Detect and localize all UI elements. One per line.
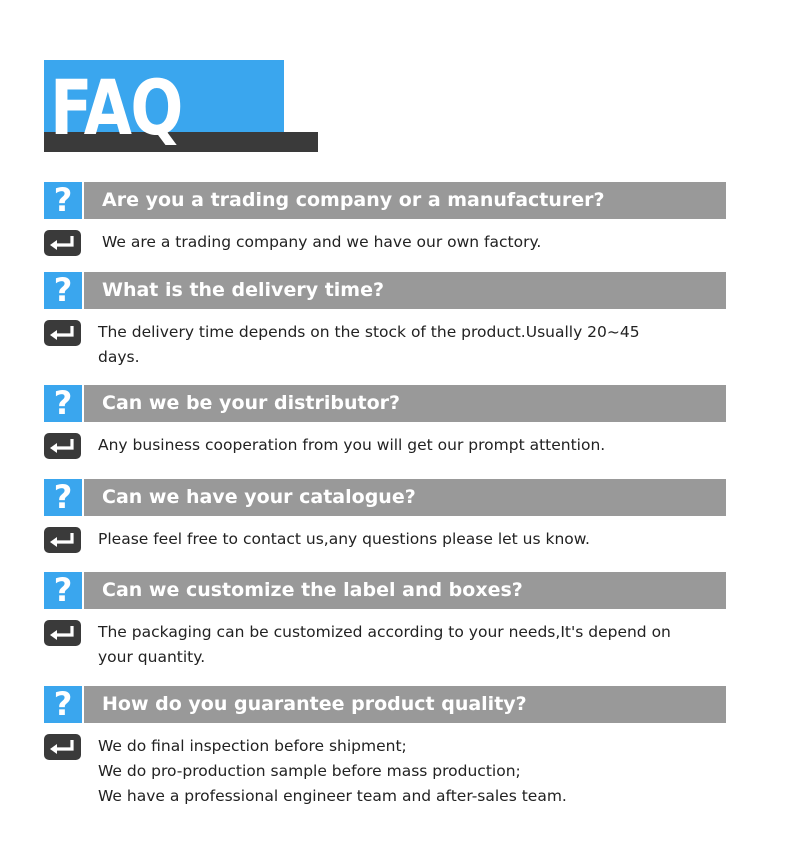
- question-mark-icon: ?: [44, 272, 82, 309]
- enter-return-icon: [44, 734, 81, 760]
- question-row: [44, 686, 726, 723]
- question-mark-icon: ?: [44, 182, 82, 219]
- faq-item: [44, 182, 726, 256]
- faq-item: [44, 686, 726, 809]
- answer-row: [44, 433, 726, 459]
- enter-return-icon: [44, 320, 81, 346]
- answer-row: [44, 734, 726, 809]
- question-mark-icon: ?: [44, 479, 82, 516]
- question-text: How do you guarantee product quality?: [102, 693, 527, 715]
- answer-line: The packaging can be customized according to your needs,It's depend on: [98, 623, 671, 641]
- answer-line: We do pro-production sample before mass production;: [98, 762, 521, 780]
- answer-text: [98, 527, 726, 552]
- answer-line: Any business cooperation from you will get our prompt attention.: [98, 436, 606, 454]
- answer-text: [98, 433, 726, 458]
- answer-text: [98, 320, 726, 370]
- question-text: Can we be your distributor?: [102, 392, 401, 414]
- question-row: [44, 272, 726, 309]
- answer-line: days.: [98, 348, 140, 366]
- question-text: Can we customize the label and boxes?: [102, 579, 523, 601]
- faq-item: [44, 572, 726, 670]
- answer-row: [44, 230, 726, 256]
- answer-text: [102, 230, 726, 255]
- enter-return-icon: [44, 433, 81, 459]
- faq-item: [44, 272, 726, 370]
- question-mark-icon: ?: [44, 385, 82, 422]
- question-row: [44, 182, 726, 219]
- question-row: [44, 385, 726, 422]
- answer-line: We are a trading company and we have our own factory.: [102, 233, 542, 251]
- answer-text: [98, 734, 726, 809]
- answer-line: Please feel free to contact us,any questions please let us know.: [98, 530, 590, 548]
- question-row: [44, 479, 726, 516]
- question-row: [44, 572, 726, 609]
- question-mark-icon: ?: [44, 686, 82, 723]
- answer-line: your quantity.: [98, 648, 206, 666]
- answer-row: [44, 620, 726, 670]
- enter-return-icon: [44, 230, 81, 256]
- answer-line: The delivery time depends on the stock of the product.Usually 20~45: [98, 323, 640, 341]
- answer-line: We have a professional engineer team and after-sales team.: [98, 787, 567, 805]
- answer-line: We do final inspection before shipment;: [98, 737, 407, 755]
- faq-item: [44, 385, 726, 459]
- question-text: Are you a trading company or a manufacturer?: [102, 189, 605, 211]
- question-text: Can we have your catalogue?: [102, 486, 416, 508]
- question-text: What is the delivery time?: [102, 279, 385, 301]
- enter-return-icon: [44, 527, 81, 553]
- enter-return-icon: [44, 620, 81, 646]
- answer-row: [44, 320, 726, 370]
- page-title: FAQ: [50, 63, 182, 152]
- faq-header: [44, 60, 318, 152]
- answer-row: [44, 527, 726, 553]
- question-mark-icon: ?: [44, 572, 82, 609]
- faq-item: [44, 479, 726, 553]
- answer-text: [98, 620, 726, 670]
